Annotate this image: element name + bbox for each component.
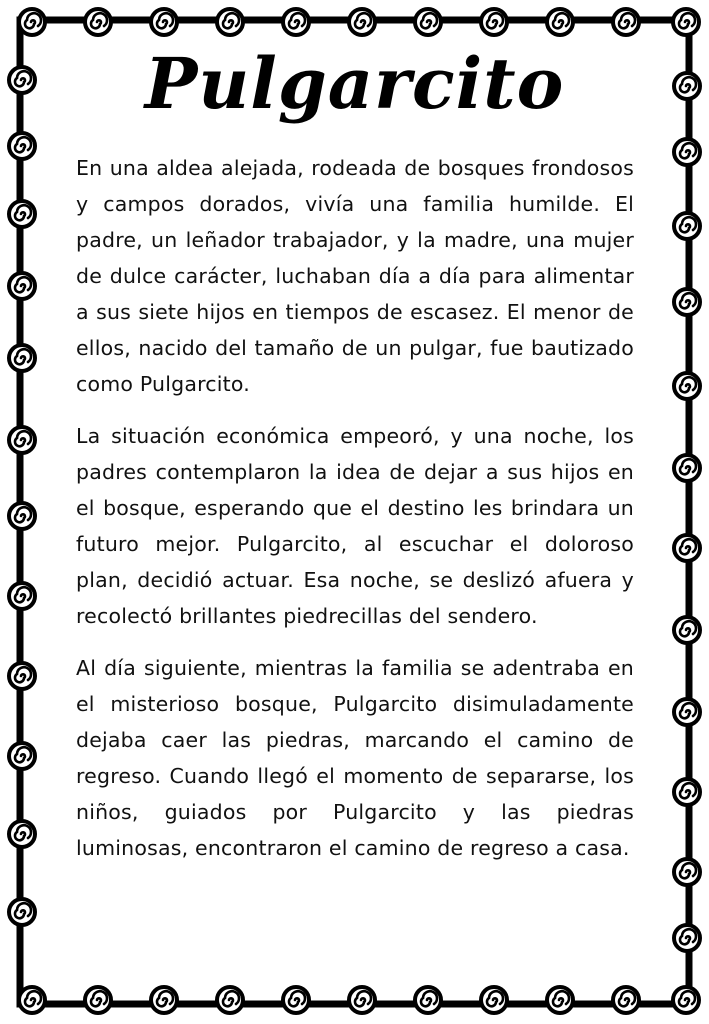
- spiral-ornament-icon: [9, 503, 35, 529]
- spiral-ornament-icon: [674, 535, 700, 561]
- spiral-ornament-icon: [19, 987, 45, 1013]
- story-paragraph-3: Al día siguiente, mientras la familia se adentraba en el misterioso bosque, Pulgarcito disimuladamente dejaba caer las piedras, marcando el camino de regreso. Cuando llegó el momento de separarse, los niños, guiados por Pulgarcito y las piedras luminosas, encontraron el camino de regreso a casa.: [76, 656, 634, 860]
- spiral-ornament-icon: [674, 289, 700, 315]
- spiral-ornament-icon: [217, 987, 243, 1013]
- spiral-ornament-icon: [673, 987, 699, 1013]
- spiral-ornament-icon: [349, 987, 375, 1013]
- spiral-ornament-icon: [547, 9, 573, 35]
- spiral-ornament-icon: [674, 699, 700, 725]
- spiral-ornament-icon: [481, 987, 507, 1013]
- spiral-ornament-icon: [9, 663, 35, 689]
- spiral-ornament-icon: [674, 455, 700, 481]
- story-paragraph-1: En una aldea alejada, rodeada de bosques frondosos y campos dorados, vivía una familia humilde. El padre, un leñador trabajador, y la madre, una mujer de dulce carácter, luchaban día a día para alimentar a sus siete hijos en tiempos de escasez. El menor de ellos, nacido del tamaño de un pulgar, fue bautizado como Pulgarcito.: [76, 156, 634, 396]
- spiral-ornament-icon: [217, 9, 243, 35]
- story-paragraph-2: La situación económica empeoró, y una noche, los padres contemplaron la idea de dejar a sus hijos en el bosque, esperando que el destino les brindara un futuro mejor. Pulgarcito, al escuchar el doloroso plan, decidió actuar. Esa noche, se deslizó afuera y recolectó brillantes piedrecillas del sendero.: [76, 424, 634, 628]
- spiral-ornament-icon: [151, 9, 177, 35]
- spiral-ornament-icon: [674, 859, 700, 885]
- spiral-ornament-icon: [674, 925, 700, 951]
- spiral-ornament-icon: [9, 427, 35, 453]
- spiral-ornament-icon: [613, 9, 639, 35]
- spiral-ornament-icon: [19, 9, 45, 35]
- spiral-ornament-icon: [151, 987, 177, 1013]
- spiral-ornament-icon: [613, 987, 639, 1013]
- spiral-ornament-icon: [674, 213, 700, 239]
- spiral-ornament-icon: [673, 9, 699, 35]
- spiral-ornament-icon: [9, 743, 35, 769]
- spiral-ornament-icon: [415, 987, 441, 1013]
- spiral-ornament-icon: [9, 133, 35, 159]
- spiral-ornament-icon: [85, 9, 111, 35]
- spiral-ornament-icon: [283, 9, 309, 35]
- spiral-ornament-icon: [547, 987, 573, 1013]
- spiral-ornament-icon: [283, 987, 309, 1013]
- story-text: [76, 150, 634, 882]
- spiral-ornament-icon: [674, 617, 700, 643]
- spiral-ornament-icon: [85, 987, 111, 1013]
- spiral-ornament-icon: [9, 273, 35, 299]
- spiral-ornament-icon: [9, 821, 35, 847]
- spiral-ornament-icon: [481, 9, 507, 35]
- spiral-ornament-icon: [349, 9, 375, 35]
- spiral-ornament-icon: [9, 899, 35, 925]
- spiral-ornament-icon: [674, 373, 700, 399]
- page-title: Pulgarcito: [144, 42, 565, 125]
- spiral-ornament-icon: [9, 201, 35, 227]
- spiral-ornament-icon: [9, 583, 35, 609]
- spiral-ornament-icon: [9, 345, 35, 371]
- spiral-ornament-icon: [674, 779, 700, 805]
- spiral-ornament-icon: [674, 139, 700, 165]
- spiral-ornament-icon: [415, 9, 441, 35]
